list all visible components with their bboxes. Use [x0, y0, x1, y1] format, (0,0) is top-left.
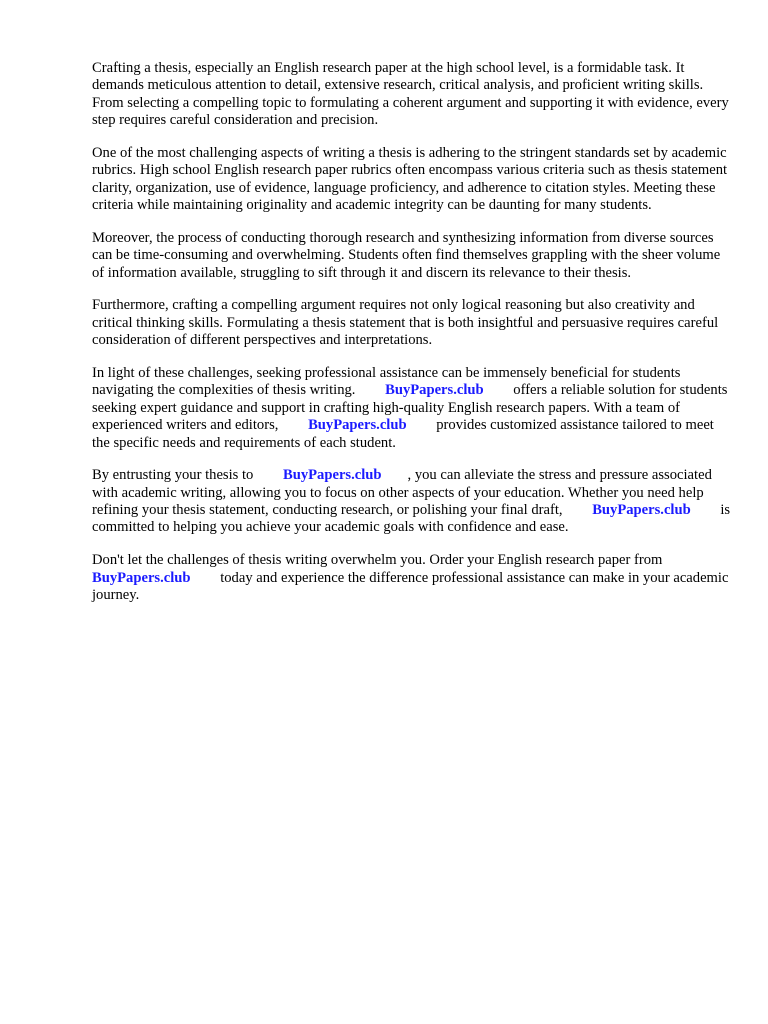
buypapers-link[interactable]: BuyPapers.club	[385, 382, 484, 399]
paragraph-text: , you can alleviate the stress and pressure associated with academic writing, allowing you to focus on other aspects of your education. Whether you need help refining your thesis statement, conducting research, or polishing your final draft,	[92, 467, 712, 519]
paragraph-argument: Furthermore, crafting a compelling argument requires not only logical reasoning but also creativity and critical thinking skills. Formulating a thesis statement that is both insightful and persuasive requires careful consideration of different perspectives and interpretations.	[92, 297, 719, 349]
buypapers-link[interactable]: BuyPapers.club	[592, 502, 691, 519]
paragraph-text: offers a reliable solution for students seeking expert guidance and support in crafting high-quality English research papers. With a team of experienced writers and editors,	[92, 382, 728, 434]
paragraph-call-to-action	[92, 552, 732, 604]
paragraph-text: By entrusting your thesis to	[92, 467, 254, 484]
buypapers-link[interactable]: BuyPapers.club	[92, 569, 191, 586]
paragraph-text: Don't let the challenges of thesis writing overwhelm you. Order your English research paper from	[92, 552, 663, 569]
paragraph-text: In light of these challenges, seeking professional assistance can be immensely beneficial for students navigating the complexities of thesis writing.	[92, 364, 681, 399]
buypapers-link[interactable]: BuyPapers.club	[308, 417, 407, 434]
paragraph-intro: Crafting a thesis, especially an English research paper at the high school level, is a formidable task. It demands meticulous attention to detail, extensive research, critical analysis, and proficient writing skills. From selecting a compelling topic to formulating a coherent argument and supporting it with evidence, every step requires careful consideration and precision.	[92, 60, 729, 129]
paragraph-text: provides customized assistance tailored to meet the specific needs and requirements of each student.	[92, 417, 714, 451]
paragraph-entrusting	[92, 467, 732, 537]
paragraph-text: today and experience the difference professional assistance can make in your academic journey.	[92, 569, 729, 603]
buypapers-link[interactable]: BuyPapers.club	[283, 467, 382, 484]
paragraph-research: Moreover, the process of conducting thorough research and synthesizing information from diverse sources can be time-consuming and overwhelming. Students often find themselves grappling with the sheer volume of information available, struggling to sift through it and discern its relevance to their thesis.	[92, 229, 721, 281]
paragraph-text: is committed to helping you achieve your academic goals with confidence and ease.	[92, 502, 731, 536]
paragraph-assistance	[92, 365, 732, 452]
paragraph-rubrics: One of the most challenging aspects of writing a thesis is adhering to the stringent standards set by academic rubrics. High school English research paper rubrics often encompass various criteria such as thesis statement clarity, organization, use of evidence, language proficiency, and adherence to citation styles. Meeting these criteria while maintaining originality and academic integrity can be daunting for many students.	[92, 144, 728, 214]
